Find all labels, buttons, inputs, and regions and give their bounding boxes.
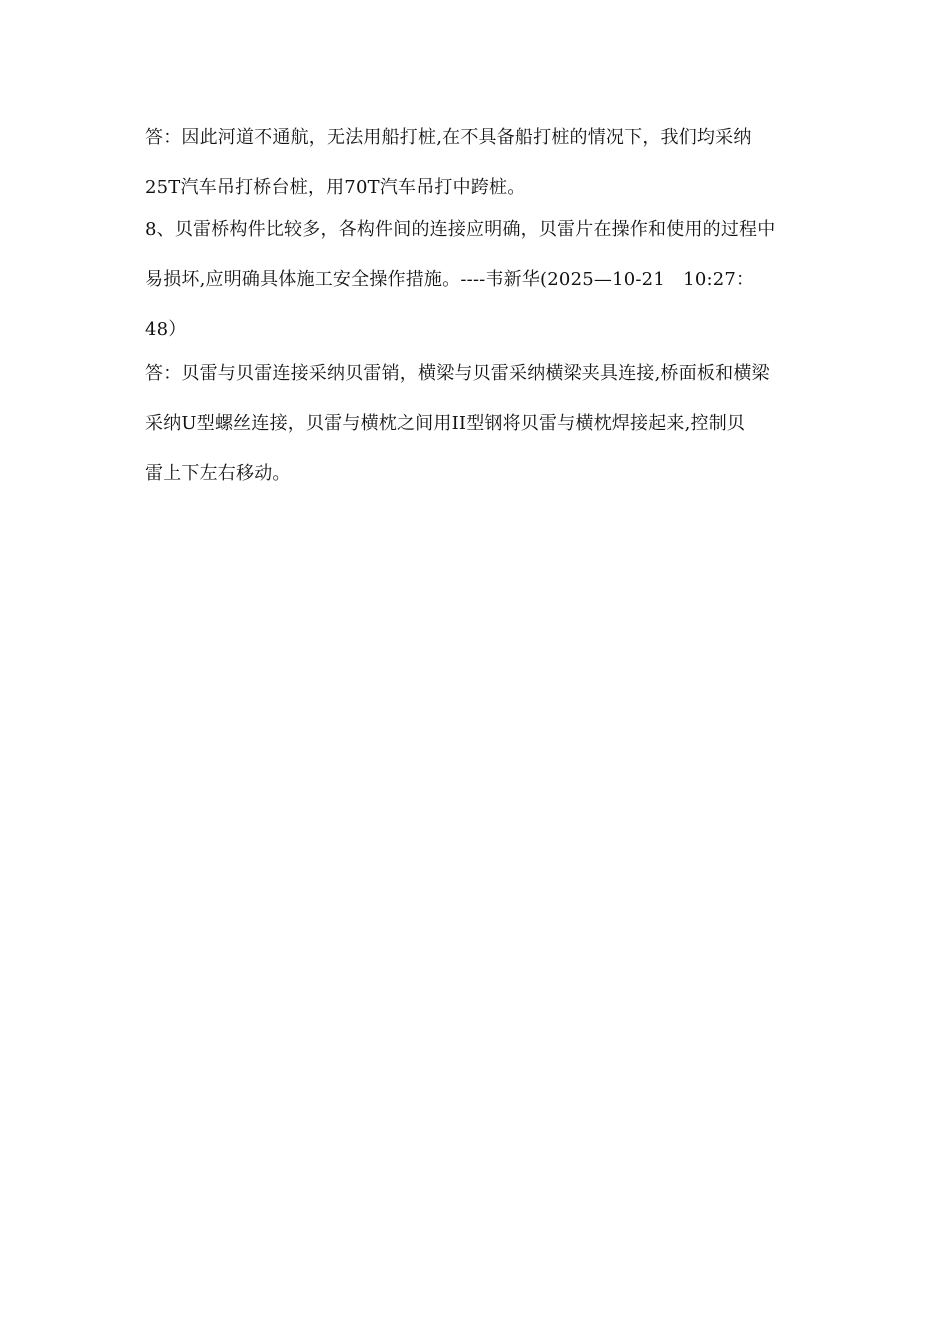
answer-8-line-3: 雷上下左右移动。 <box>145 463 291 484</box>
question-8-line-2: 易损坏,应明确具体施工安全操作措施。----韦新华(2025—10-21 10:27： <box>145 269 755 290</box>
answer-7-line-2: 25T汽车吊打桥台桩，用70T汽车吊打中跨桩。 <box>145 177 526 198</box>
answer-8-line-2: 采纳U型螺丝连接，贝雷与横枕之间用II型钢将贝雷与横枕焊接起来,控制贝 <box>145 413 746 434</box>
question-8-line-3: 48） <box>145 319 187 340</box>
question-8-line-1: 8、贝雷桥构件比较多，各构件间的连接应明确，贝雷片在操作和使用的过程中 <box>145 219 776 240</box>
answer-7-line-1: 答：因此河道不通航，无法用船打桩,在不具备船打桩的情况下，我们均采纳 <box>145 127 752 148</box>
answer-8-line-1: 答：贝雷与贝雷连接采纳贝雷销，横梁与贝雷采纳横梁夹具连接,桥面板和横梁 <box>145 363 770 384</box>
